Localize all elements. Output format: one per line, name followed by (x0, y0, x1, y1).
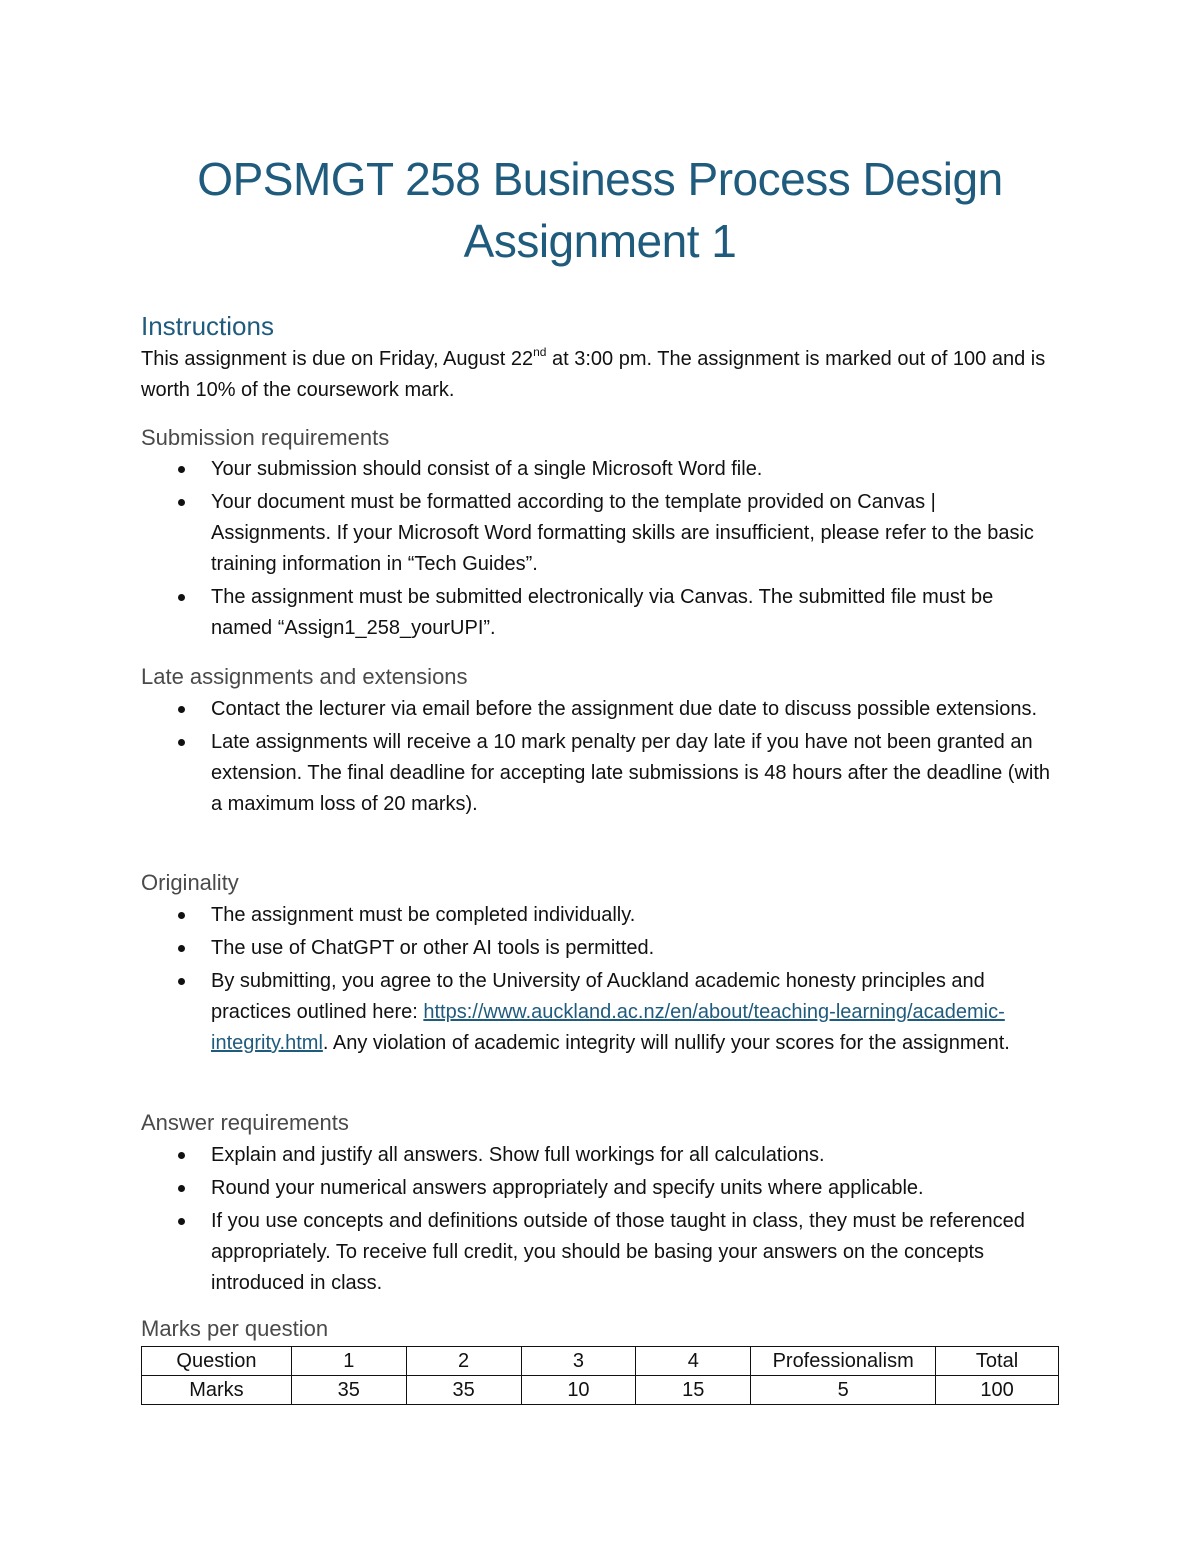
table-row (142, 1347, 1059, 1376)
list-item: Late assignments will receive a 10 mark penalty per day late if you have not been granted an extension. The final deadline for accepting late submissions is 48 hours after the deadline (with a maximum loss of 20 marks). (141, 727, 1056, 820)
table-cell: Question (142, 1347, 292, 1376)
table-cell: Professionalism (751, 1347, 936, 1376)
late-list (141, 694, 1056, 822)
table-cell: 2 (406, 1347, 521, 1376)
title-line-2: Assignment 1 (463, 215, 737, 267)
list-item: The assignment must be completed individually. (141, 900, 1056, 931)
table-cell: 15 (636, 1376, 751, 1405)
honesty-text: By submitting, you agree to the University of Auckland academic honesty principles and practices outlined here: (211, 970, 985, 1023)
document-title (0, 148, 1200, 272)
list-item: Contact the lecturer via email before the assignment due date to discuss possible extensions. (141, 694, 1056, 725)
marks-table (141, 1346, 1059, 1405)
academic-integrity-link[interactable]: https://www.auckland.ac.nz/en/about/teaching-learning/academic-integrity.html (211, 1001, 1005, 1054)
list-item: The use of ChatGPT or other AI tools is permitted. (141, 933, 1056, 964)
table-cell: 35 (291, 1376, 406, 1405)
table-row (142, 1376, 1059, 1405)
date-suffix: nd (533, 345, 547, 359)
table-cell: 4 (636, 1347, 751, 1376)
list-item: Round your numerical answers appropriately and specify units where applicable. (141, 1173, 1056, 1204)
answer-list (141, 1140, 1056, 1301)
list-item (141, 966, 1056, 1059)
table-cell: Total (936, 1347, 1059, 1376)
list-item: The assignment must be submitted electronically via Canvas. The submitted file must be named “Assign1_258_yourUPI”. (141, 582, 1056, 644)
due-text: This assignment is due on Friday, August 22 (141, 348, 534, 370)
late-heading: Late assignments and extensions (141, 664, 468, 689)
answer-heading: Answer requirements (141, 1110, 349, 1135)
submission-list (141, 454, 1056, 646)
table-cell: 3 (521, 1347, 636, 1376)
list-item: Your document must be formatted according to the template provided on Canvas | Assignments. If your Microsoft Word formatting skills are insufficient, please refer to the basic training information in “Tech Guides”. (141, 487, 1056, 580)
originality-list (141, 900, 1056, 1061)
list-item: Explain and justify all answers. Show full workings for all calculations. (141, 1140, 1056, 1171)
marking-text: at 3:00 pm. The assignment is marked out of 100 and is worth 10% of the coursework mark. (141, 348, 1046, 401)
table-cell: 1 (291, 1347, 406, 1376)
list-item: Your submission should consist of a single Microsoft Word file. (141, 454, 1056, 485)
marks-heading: Marks per question (141, 1316, 329, 1341)
originality-heading: Originality (141, 870, 239, 895)
table-cell: 5 (751, 1376, 936, 1405)
instructions-paragraph (141, 344, 1056, 406)
table-cell: 35 (406, 1376, 521, 1405)
table-cell: 100 (936, 1376, 1059, 1405)
list-item: If you use concepts and definitions outside of those taught in class, they must be referenced appropriately. To receive full credit, you should be basing your answers on the concepts introduced in class. (141, 1206, 1056, 1299)
instructions-heading: Instructions (141, 311, 274, 341)
honesty-text-end: . Any violation of academic integrity will nullify your scores for the assignment. (322, 1032, 1010, 1054)
table-cell: Marks (142, 1376, 292, 1405)
submission-heading: Submission requirements (141, 425, 390, 450)
table-cell: 10 (521, 1376, 636, 1405)
title-line-1: OPSMGT 258 Business Process Design (197, 153, 1003, 205)
